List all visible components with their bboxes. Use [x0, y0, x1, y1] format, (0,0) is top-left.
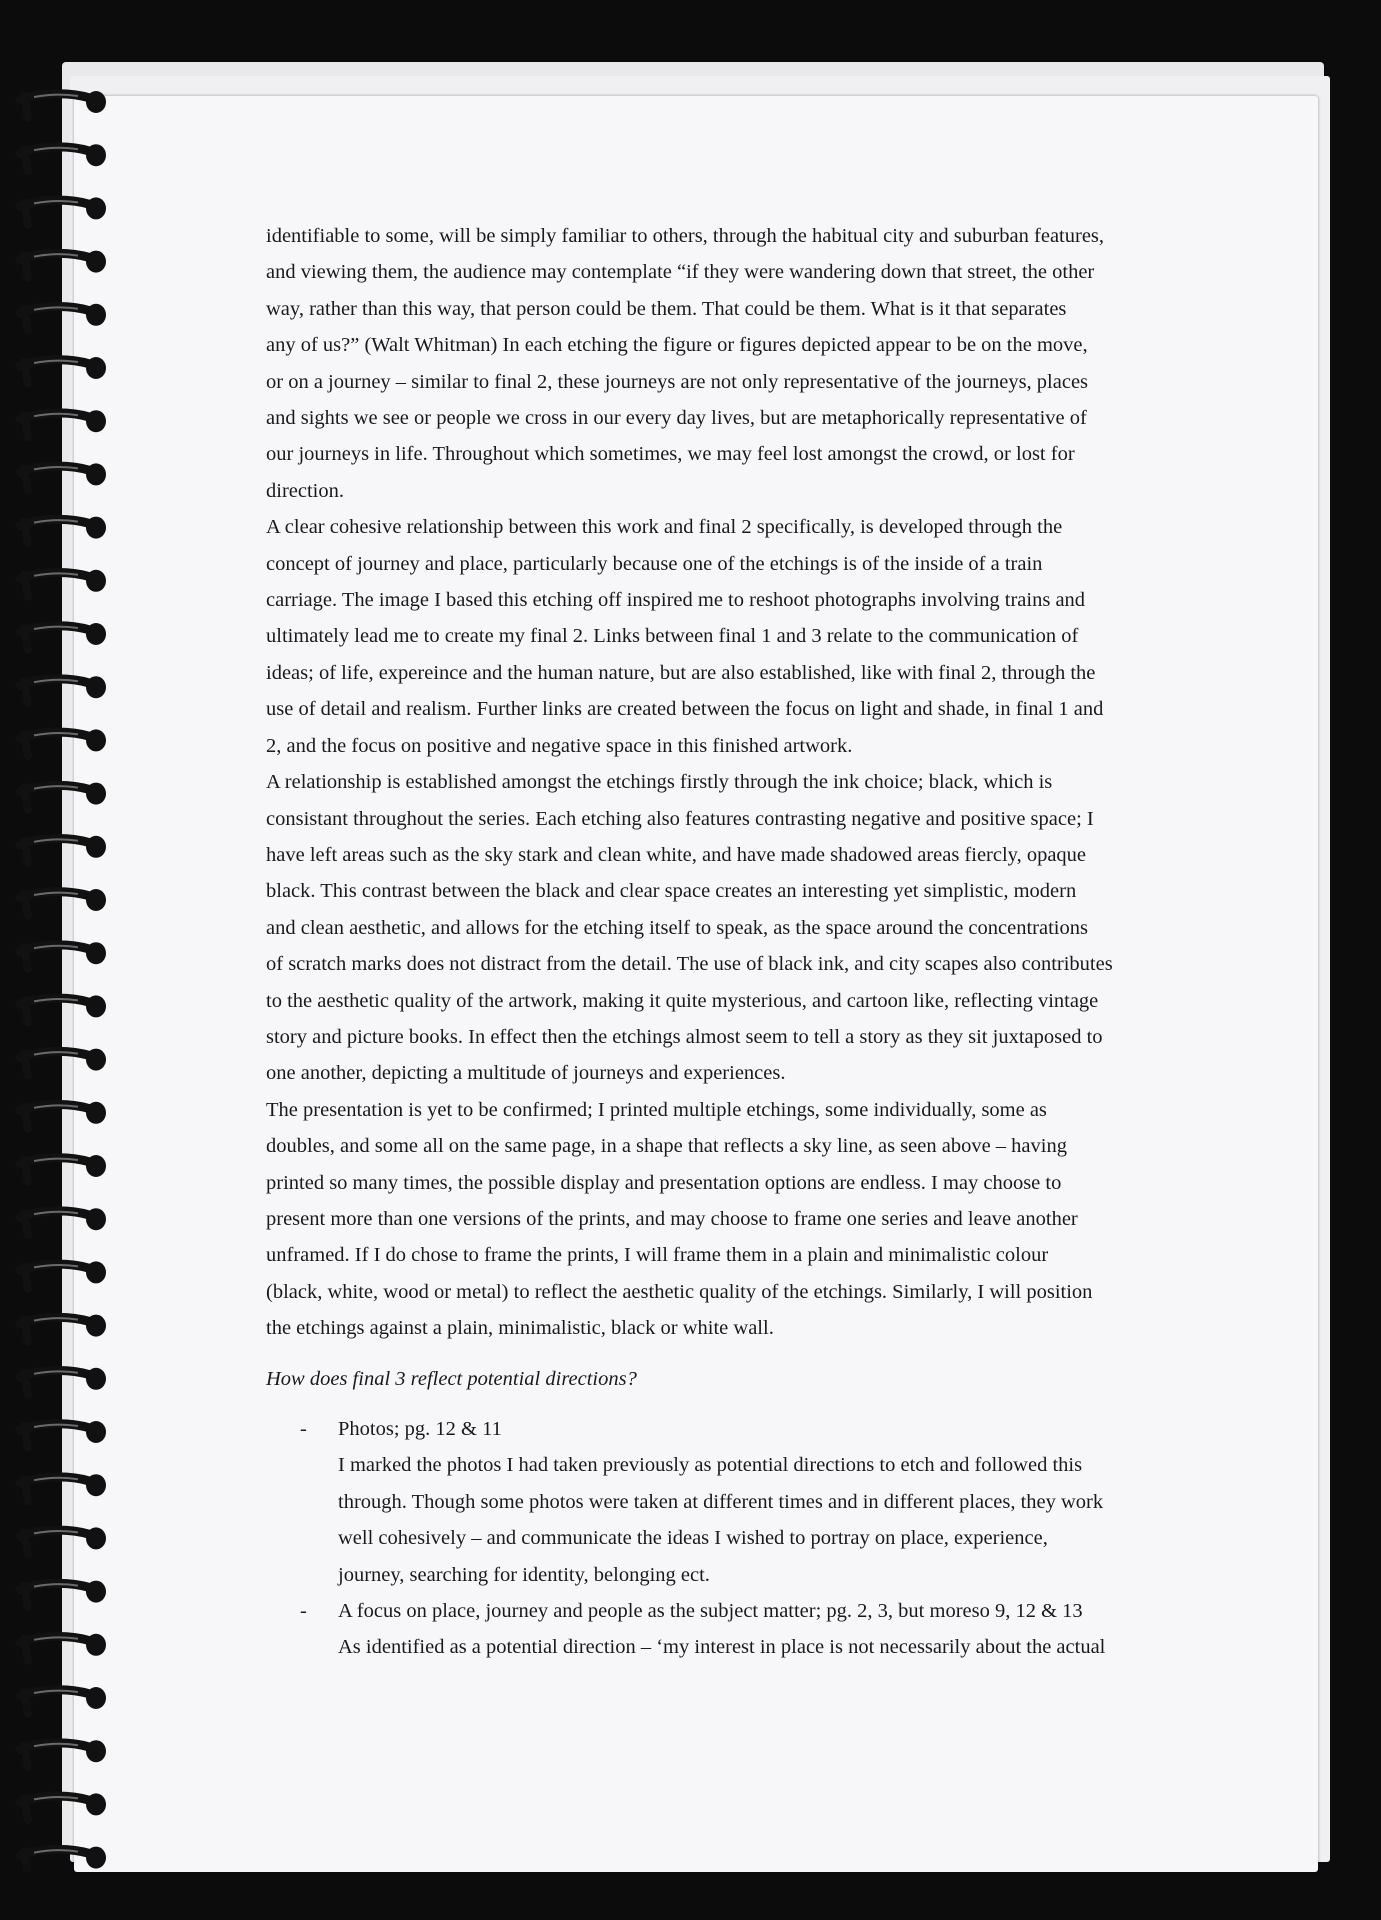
text-line: and sights we see or people we cross in our every day lives, but are metaphorically representative of [266, 407, 1087, 430]
text-line: or on a journey – similar to final 2, these journeys are not only representative of the journeys, places [266, 370, 1089, 393]
binding-ring [20, 304, 106, 331]
section-question: How does final 3 reflect potential directions? [266, 1367, 637, 1390]
text-line: through. Though some photos were taken at different times and in different places, they work [338, 1490, 1104, 1513]
text-line: use of detail and realism. Further links are created between the focus on light and shade, in final 1 and [266, 698, 1104, 721]
list-item-heading: A focus on place, journey and people as the subject matter; pg. 2, 3, but moreso 9, 12 & 13 [338, 1600, 1083, 1623]
text-line: one another, depicting a multitude of journeys and experiences. [266, 1062, 786, 1085]
text-line: way, rather than this way, that person could be them. That could be them. What is it that separates [266, 297, 1067, 320]
text-line: (black, white, wood or metal) to reflect the aesthetic quality of the etchings. Similarly, I will position [266, 1280, 1093, 1303]
spiral-binding [10, 82, 120, 1872]
text-line: the etchings against a plain, minimalistic, black or white wall. [266, 1317, 774, 1340]
binding-ring [20, 783, 106, 810]
binding-ring [20, 357, 106, 384]
binding-ring [20, 836, 106, 863]
text-line: well cohesively – and communicate the ideas I wished to portray on place, experience, [338, 1527, 1048, 1550]
binding-ring [20, 1368, 106, 1395]
bullet-dash: - [300, 1600, 307, 1623]
text-line: carriage. The image I based this etching off inspired me to reshoot photographs involving trains and [266, 589, 1086, 612]
text-line: black. This contrast between the black and clear space creates an interesting yet simplistic, modern [266, 880, 1077, 903]
binding-ring [20, 623, 106, 650]
paragraph-1 [266, 218, 1226, 509]
binding-ring [20, 1634, 106, 1661]
binding-ring [20, 1793, 106, 1820]
text-line: unframed. If I do chose to frame the prints, I will frame them in a plain and minimalistic colour [266, 1244, 1049, 1267]
binding-ring [20, 1421, 106, 1448]
binding-ring [20, 197, 106, 224]
text-line: concept of journey and place, particularly because one of the etchings is of the inside of a train [266, 552, 1043, 575]
directions-list [266, 1411, 1226, 1666]
binding-ring [20, 1740, 106, 1767]
binding-ring [20, 729, 106, 756]
text-line: ideas; of life, expereince and the human nature, but are also established, like with final 2, through the [266, 661, 1096, 684]
binding-ring [20, 251, 106, 278]
text-line: and viewing them, the audience may contemplate “if they were wandering down that street, the other [266, 261, 1095, 284]
text-line: any of us?” (Walt Whitman) In each etching the figure or figures depicted appear to be on the move, [266, 334, 1088, 357]
binding-ring [20, 1155, 106, 1182]
page-text [266, 218, 1226, 1666]
text-line: story and picture books. In effect then the etchings almost seem to tell a story as they sit juxtaposed to [266, 1025, 1103, 1048]
list-item-heading: Photos; pg. 12 & 11 [338, 1418, 502, 1440]
text-line: 2, and the focus on positive and negative space in this finished artwork. [266, 734, 853, 757]
text-line: As identified as a potential direction – ‘my interest in place is not necessarily about the actual [338, 1636, 1106, 1659]
binding-ring [20, 1102, 106, 1129]
text-line: our journeys in life. Throughout which sometimes, we may feel lost amongst the crowd, or lost for [266, 443, 1075, 466]
binding-ring [20, 463, 106, 490]
text-line: A clear cohesive relationship between this work and final 2 specifically, is developed through the [266, 516, 1063, 539]
text-line: ultimately lead me to create my final 2. Links between final 1 and 3 relate to the communication of [266, 625, 1079, 648]
binding-ring [20, 144, 106, 171]
list-item [266, 1411, 1226, 1593]
binding-ring [20, 570, 106, 597]
binding-ring [20, 995, 106, 1022]
binding-ring [20, 1049, 106, 1076]
binding-ring [20, 1474, 106, 1501]
binding-ring [20, 942, 106, 969]
text-line: I marked the photos I had taken previously as potential directions to etch and followed this [338, 1454, 1083, 1477]
paragraph-3 [266, 764, 1226, 1092]
binding-ring [20, 1315, 106, 1342]
binding-ring [20, 1847, 106, 1872]
paragraph-4 [266, 1092, 1226, 1347]
text-line: direction. [266, 479, 344, 502]
binding-ring [20, 91, 106, 118]
binding-ring [20, 1687, 106, 1714]
text-line: doubles, and some all on the same page, in a shape that reflects a sky line, as seen above – having [266, 1135, 1067, 1158]
bullet-dash: - [300, 1418, 307, 1440]
list-item [266, 1593, 1226, 1666]
binding-ring [20, 1581, 106, 1608]
text-line: present more than one versions of the prints, and may choose to frame one series and leave another [266, 1207, 1078, 1230]
text-line: and clean aesthetic, and allows for the etching itself to speak, as the space around the concentrations [266, 916, 1088, 939]
text-line: consistant throughout the series. Each etching also features contrasting negative and positive space; I [266, 807, 1094, 830]
text-line: identifiable to some, will be simply familiar to others, through the habitual city and suburban features, [266, 225, 1105, 247]
paragraph-2 [266, 509, 1226, 764]
text-line: printed so many times, the possible display and presentation options are endless. I may choose to [266, 1171, 1062, 1194]
text-line: The presentation is yet to be confirmed; I printed multiple etchings, some individually, some as [266, 1098, 1047, 1121]
binding-ring [20, 676, 106, 703]
text-line: to the aesthetic quality of the artwork, making it quite mysterious, and cartoon like, reflecting vintage [266, 989, 1099, 1012]
text-line: have left areas such as the sky stark and clean white, and have made shadowed areas fiercly, opaque [266, 843, 1087, 866]
binding-ring [20, 1527, 106, 1554]
binding-ring [20, 1261, 106, 1288]
text-line: A relationship is established amongst the etchings firstly through the ink choice; black, which is [266, 771, 1053, 794]
text-line: journey, searching for identity, belonging ect. [338, 1563, 710, 1586]
binding-ring [20, 889, 106, 916]
binding-ring [20, 410, 106, 437]
binding-ring [20, 1208, 106, 1235]
binding-ring [20, 517, 106, 544]
text-line: of scratch marks does not distract from the detail. The use of black ink, and city scapes also contributes [266, 953, 1113, 976]
